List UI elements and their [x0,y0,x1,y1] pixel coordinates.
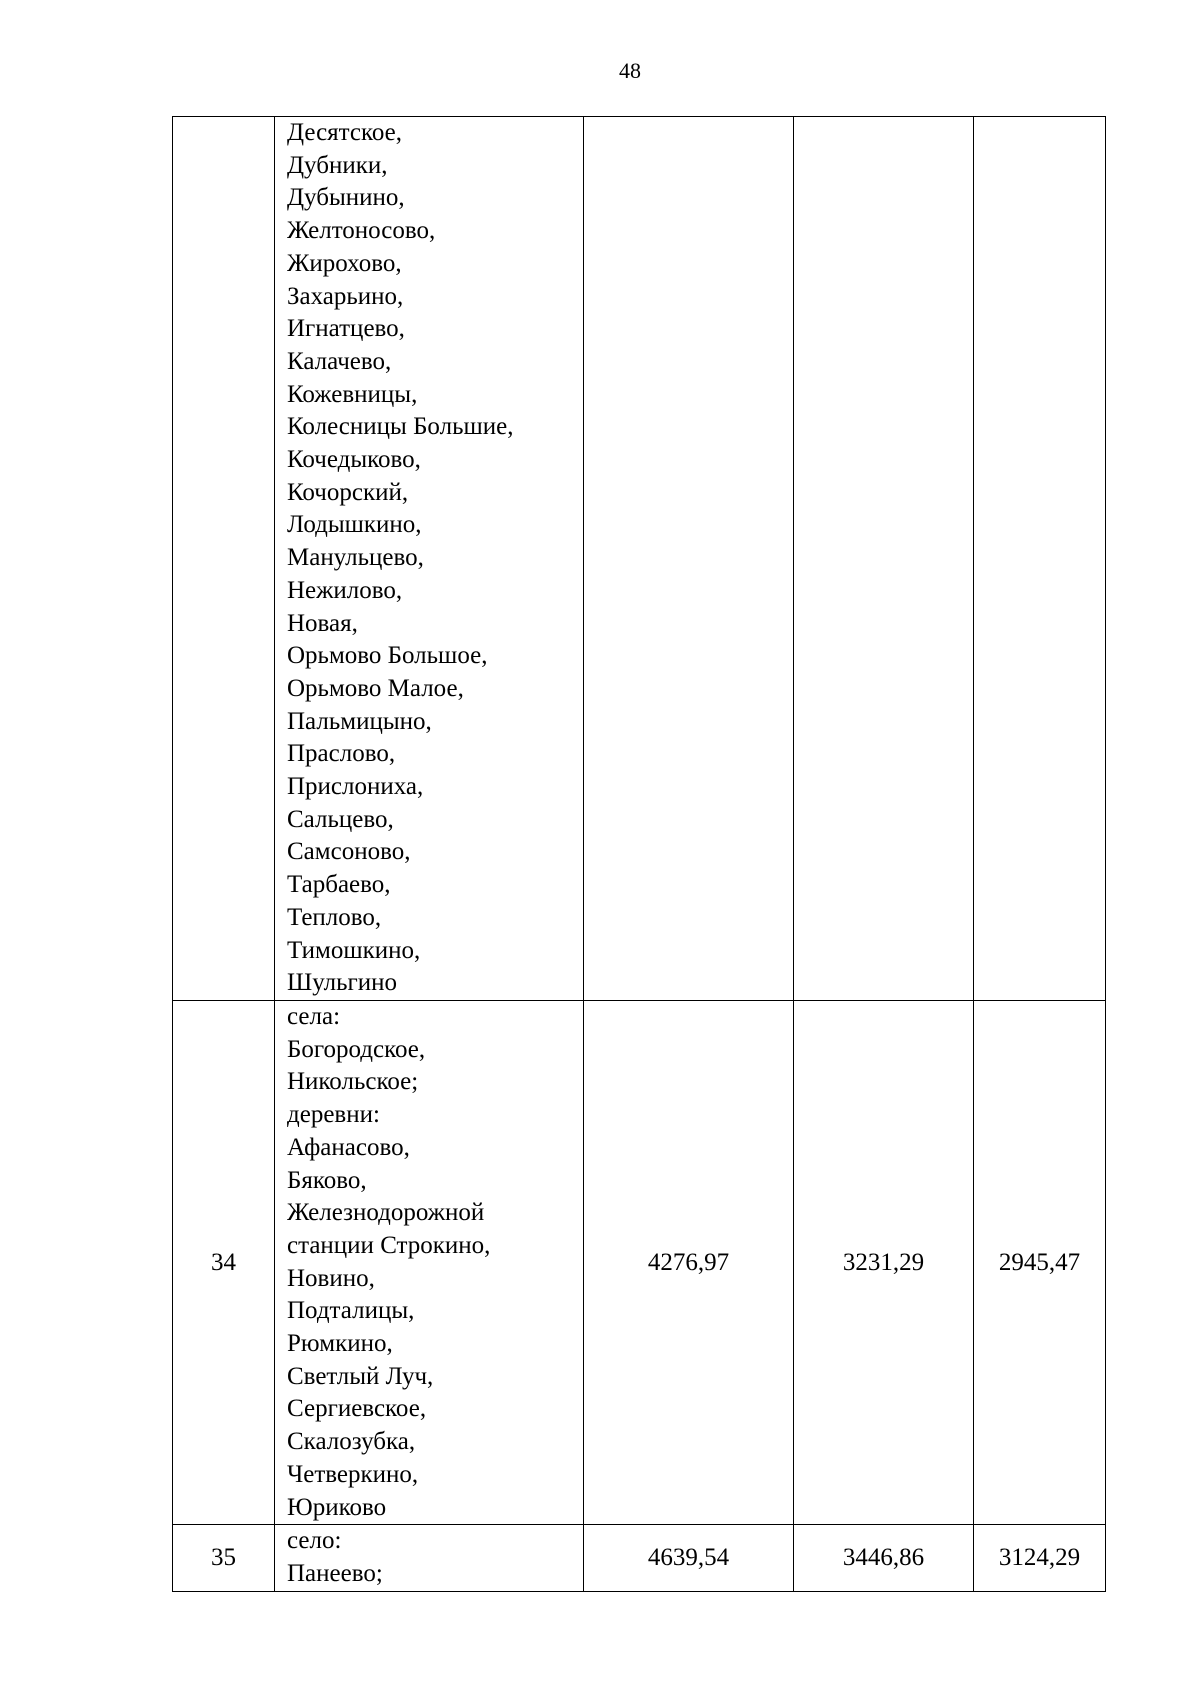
page-number: 48 [619,58,641,83]
settlement-name: Железнодорожной [287,1199,485,1227]
value-cell-2: 3446,86 [794,1525,974,1591]
settlement-name: Праслово, [287,740,396,768]
settlement-name: Желтоносово, [287,217,436,245]
settlement-name: Орьмово Большое, [287,642,488,670]
settlement-name: Скалозубка, [287,1428,416,1456]
settlements-list [287,1001,583,1524]
settlement-name: Кочорский, [287,478,409,506]
settlement-name: Тимошкино, [287,936,421,964]
row-number-cell [173,117,275,1001]
table-row [173,1525,1106,1591]
settlement-name: Прислониха, [287,773,424,801]
settlement-name: Новая, [287,609,358,637]
settlement-name: Никольское; [287,1068,419,1096]
value-cell-3: 2945,47 [974,1000,1106,1524]
row-number-cell: 35 [173,1525,275,1591]
value-cell-1 [584,117,794,1001]
settlement-name: Лодышкино, [287,511,422,539]
settlement-name: Рюмкино, [287,1330,393,1358]
value-cell-1: 4276,97 [584,1000,794,1524]
settlements-cell [275,1000,584,1524]
settlements-table [172,116,1106,1592]
settlement-name: Богородское, [287,1035,426,1063]
settlement-name: Шульгино [287,969,398,997]
settlement-name: Новино, [287,1264,375,1292]
settlement-name: Светлый Луч, [287,1362,434,1390]
row-number-cell: 34 [173,1000,275,1524]
table-row [173,117,1106,1001]
settlement-name: Кожевницы, [287,380,418,408]
value-cell-3 [974,117,1106,1001]
settlement-name: Дубынино, [287,184,405,212]
settlement-name: Подталицы, [287,1297,415,1325]
settlement-name: Игнатцево, [287,315,405,343]
settlement-name: Нежилово, [287,576,403,604]
settlement-name: Манульцево, [287,544,424,572]
settlement-name: Орьмово Малое, [287,674,464,702]
settlement-name: Калачево, [287,347,392,375]
settlement-name: Четверкино, [287,1460,419,1488]
settlement-name: Самсоново, [287,838,411,866]
settlement-name: Сальцево, [287,805,394,833]
settlement-name: Бяково, [287,1166,367,1194]
settlements-list [287,117,583,1000]
table-row [173,1000,1106,1524]
value-cell-3: 3124,29 [974,1525,1106,1591]
settlements-cell [275,1525,584,1591]
settlement-name: Юриково [287,1493,387,1521]
settlement-name: станции Строкино, [287,1231,491,1259]
value-cell-2: 3231,29 [794,1000,974,1524]
value-cell-1: 4639,54 [584,1525,794,1591]
settlement-name: Теплово, [287,903,382,931]
settlement-name: Дубники, [287,151,388,179]
settlement-name: Десятское, [287,119,403,146]
settlement-name: Кочедыково, [287,446,421,474]
settlement-name: деревни: [287,1101,380,1129]
settlement-name: Пальмицыно, [287,707,432,735]
settlement-name: Захарьино, [287,282,404,310]
settlement-name: Колесницы Большие, [287,413,514,441]
value-cell-2 [794,117,974,1001]
settlements-list [287,1525,583,1590]
settlement-name: Тарбаево, [287,871,391,899]
settlement-name: село: [287,1527,342,1555]
settlement-name: Сергиевское, [287,1395,427,1423]
settlement-name: Жирохово, [287,249,402,277]
settlement-name: Афанасово, [287,1133,410,1161]
settlement-name: Панеево; [287,1559,383,1587]
settlements-cell [275,117,584,1001]
settlement-name: села: [287,1002,341,1030]
